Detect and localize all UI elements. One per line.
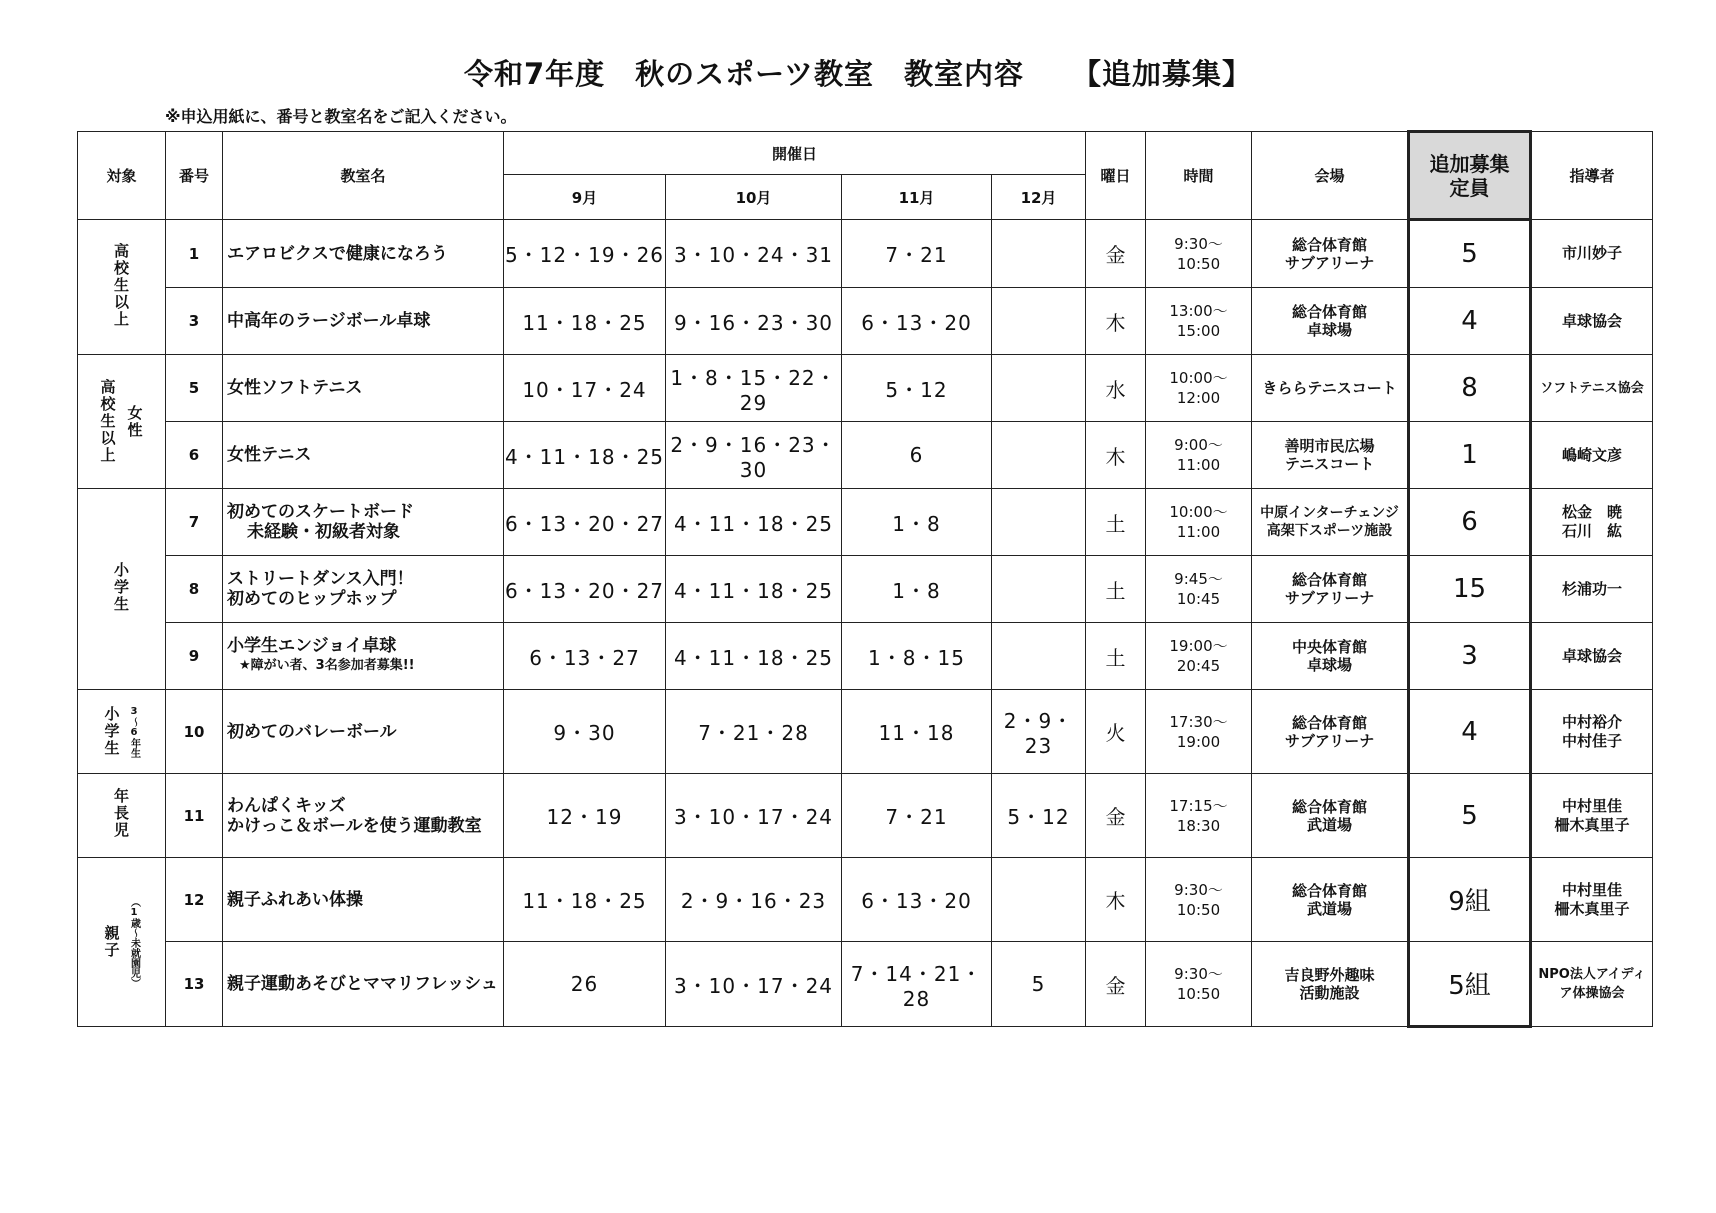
schedule-table [77, 130, 1653, 1028]
time [1146, 422, 1252, 489]
capacity: 9組 [1409, 858, 1531, 942]
capacity: 6 [1409, 489, 1531, 556]
header-row [78, 132, 1653, 175]
weekday: 金 [1086, 942, 1146, 1027]
class-name-line1: 親子運動あそびとママリフレッシュ [227, 974, 498, 994]
table-row [78, 690, 1653, 774]
header-weekday: 曜日 [1086, 132, 1146, 220]
venue-line1: きららテニスコート [1262, 379, 1397, 397]
instructor [1531, 623, 1653, 690]
class-name-line2: 初めてのヒップホップ [227, 589, 397, 609]
time-start: 9:30〜 [1174, 880, 1223, 899]
class-name-line2: ★障がい者、3名参加者募集!! [239, 658, 415, 673]
time-end: 10:45 [1176, 590, 1221, 608]
venue [1252, 858, 1409, 942]
venue [1252, 220, 1409, 288]
venue-line2: サブアリーナ [1284, 253, 1375, 272]
weekday: 水 [1086, 355, 1146, 422]
target-label: 親子 [102, 925, 121, 959]
time-start: 10:00〜 [1169, 503, 1228, 521]
date-dec [992, 422, 1086, 489]
date-sep: 6・13・20・27 [504, 489, 666, 556]
time [1146, 623, 1252, 690]
time [1146, 489, 1252, 556]
class-name-line2: かけっこ＆ボールを使う運動教室 [227, 815, 482, 836]
weekday: 土 [1086, 623, 1146, 690]
class-number: 12 [166, 858, 223, 942]
instructor [1531, 489, 1653, 556]
class-name [223, 489, 504, 556]
date-oct: 3・10・24・31 [666, 220, 842, 288]
time-start: 10:00〜 [1169, 369, 1228, 387]
class-name [223, 355, 504, 422]
weekday: 木 [1086, 858, 1146, 942]
table-row [78, 623, 1653, 690]
time-start: 19:00〜 [1169, 637, 1228, 655]
instructor-line1: 中村里佳 [1562, 880, 1623, 899]
date-nov: 7・14・21・28 [842, 942, 992, 1027]
venue [1252, 288, 1409, 355]
class-name [223, 623, 504, 690]
date-dec [992, 288, 1086, 355]
class-number: 6 [166, 422, 223, 489]
header-number: 番号 [166, 132, 223, 220]
time-end: 12:00 [1176, 389, 1221, 407]
date-sep: 9・30 [504, 690, 666, 774]
weekday: 木 [1086, 288, 1146, 355]
time-end: 20:45 [1176, 657, 1221, 675]
instructor [1531, 288, 1653, 355]
target-sublabel: 女性 [125, 404, 144, 439]
header-dec: 12月 [992, 175, 1086, 220]
instructor [1531, 690, 1653, 774]
target-group-3 [78, 489, 166, 690]
weekday: 金 [1086, 220, 1146, 288]
capacity: 5組 [1409, 942, 1531, 1027]
venue-line2: 活動施設 [1299, 984, 1360, 1002]
target-sublabel: 3〜6年生 [128, 705, 140, 758]
date-dec [992, 858, 1086, 942]
instructor-line1: 市川妙子 [1562, 244, 1623, 262]
target-group-2 [78, 355, 166, 489]
time-start: 17:15〜 [1169, 796, 1228, 815]
venue-line1: 中央体育館 [1292, 638, 1368, 656]
date-dec: 5 [992, 942, 1086, 1027]
title-main: 令和7年度 秋のスポーツ教室 教室内容 [463, 57, 1024, 91]
class-name [223, 288, 504, 355]
date-nov: 7・21 [842, 220, 992, 288]
class-name [223, 556, 504, 623]
date-nov: 7・21 [842, 774, 992, 858]
instructor-line1: 松金 暁 [1562, 503, 1623, 521]
table-row [78, 355, 1653, 422]
class-name-line1: 親子ふれあい体操 [227, 889, 363, 910]
header-venue: 会場 [1252, 132, 1409, 220]
venue-line1: 吉良野外趣味 [1284, 966, 1375, 984]
time-end: 10:50 [1176, 254, 1221, 273]
class-name-line1: 初めてのバレーボール [227, 721, 397, 742]
header-time: 時間 [1146, 132, 1252, 220]
table-row [78, 422, 1653, 489]
header-capacity-line2: 定員 [1449, 175, 1490, 200]
time-start: 9:00〜 [1174, 436, 1223, 454]
class-name-line1: エアロビクスで健康になろう [227, 243, 448, 264]
venue [1252, 690, 1409, 774]
venue-line1: 総合体育館 [1292, 571, 1368, 589]
time [1146, 774, 1252, 858]
date-oct: 4・11・18・25 [666, 489, 842, 556]
instructor-line1: NPO法人アイディ [1538, 967, 1646, 982]
instructor-line1: 杉浦功一 [1562, 579, 1623, 598]
instructor-line1: 中村里佳 [1562, 796, 1623, 815]
instructor [1531, 422, 1653, 489]
time-start: 9:30〜 [1174, 234, 1223, 253]
date-nov: 1・8 [842, 489, 992, 556]
venue [1252, 422, 1409, 489]
table-row [78, 489, 1653, 556]
table-row [78, 774, 1653, 858]
capacity: 5 [1409, 220, 1531, 288]
date-oct: 3・10・17・24 [666, 942, 842, 1027]
date-oct: 9・16・23・30 [666, 288, 842, 355]
venue [1252, 355, 1409, 422]
date-sep: 6・13・20・27 [504, 556, 666, 623]
date-nov: 5・12 [842, 355, 992, 422]
date-dec [992, 623, 1086, 690]
class-name [223, 942, 504, 1027]
date-sep: 11・18・25 [504, 858, 666, 942]
class-name [223, 220, 504, 288]
date-nov: 1・8・15 [842, 623, 992, 690]
class-number: 13 [166, 942, 223, 1027]
class-number: 7 [166, 489, 223, 556]
date-dec: 2・9・23 [992, 690, 1086, 774]
class-name [223, 422, 504, 489]
time-end: 11:00 [1176, 456, 1221, 474]
date-sep: 5・12・19・26 [504, 220, 666, 288]
date-oct: 4・11・18・25 [666, 623, 842, 690]
target-label: 年長児 [112, 788, 130, 839]
weekday: 火 [1086, 690, 1146, 774]
table-row [78, 858, 1653, 942]
date-dec [992, 489, 1086, 556]
date-oct: 3・10・17・24 [666, 774, 842, 858]
instructor-line1: 嶋崎文彦 [1562, 445, 1623, 464]
instruction-note: ※申込用紙に、番号と教室名をご記入ください。 [165, 107, 517, 126]
target-sublabel: （1歳〜未就園児） [128, 896, 140, 988]
class-name-line1: わんぱくキッズ [227, 795, 346, 816]
class-number: 3 [166, 288, 223, 355]
capacity: 1 [1409, 422, 1531, 489]
weekday: 土 [1086, 556, 1146, 623]
title-tag: 【追加募集】 [1072, 57, 1253, 91]
instructor [1531, 774, 1653, 858]
target-label: 高校生以上 [112, 242, 130, 328]
class-name [223, 774, 504, 858]
class-number: 11 [166, 774, 223, 858]
time-start: 17:30〜 [1169, 712, 1228, 731]
date-nov: 11・18 [842, 690, 992, 774]
header-nov: 11月 [842, 175, 992, 220]
date-oct: 7・21・28 [666, 690, 842, 774]
table-row [78, 942, 1653, 1027]
date-sep: 11・18・25 [504, 288, 666, 355]
class-name [223, 690, 504, 774]
venue-line2: 武道場 [1307, 899, 1353, 918]
venue-line1: 総合体育館 [1292, 235, 1368, 254]
class-name-line1: ストリートダンス入門！ [227, 569, 414, 589]
venue-line1: 善明市民広場 [1284, 437, 1375, 455]
venue-line2: 卓球場 [1307, 656, 1353, 674]
header-class-name: 教室名 [223, 132, 504, 220]
table-row [78, 220, 1653, 288]
header-capacity-line1: 追加募集 [1429, 151, 1510, 176]
instructor [1531, 220, 1653, 288]
date-oct: 2・9・16・23 [666, 858, 842, 942]
time-start: 9:45〜 [1174, 570, 1223, 588]
capacity: 3 [1409, 623, 1531, 690]
time-end: 15:00 [1176, 322, 1221, 340]
header-target: 対象 [78, 132, 166, 220]
venue-line2: テニスコート [1284, 455, 1375, 473]
time-end: 19:00 [1176, 732, 1221, 751]
capacity: 5 [1409, 774, 1531, 858]
date-oct: 1・8・15・22・29 [666, 355, 842, 422]
time-start: 9:30〜 [1174, 965, 1223, 983]
page-title [0, 52, 1716, 93]
time [1146, 288, 1252, 355]
header-instructor: 指導者 [1531, 132, 1653, 220]
date-oct: 4・11・18・25 [666, 556, 842, 623]
time [1146, 556, 1252, 623]
venue-line2: サブアリーナ [1284, 731, 1375, 750]
instructor-line1: ソフトテニス協会 [1540, 380, 1644, 396]
target-group-6 [78, 858, 166, 1027]
capacity: 4 [1409, 690, 1531, 774]
capacity: 15 [1409, 556, 1531, 623]
class-number: 9 [166, 623, 223, 690]
class-number: 8 [166, 556, 223, 623]
target-group-1 [78, 220, 166, 355]
target-group-4 [78, 690, 166, 774]
target-label: 高校生以上 [98, 379, 117, 464]
venue [1252, 556, 1409, 623]
instructor [1531, 858, 1653, 942]
venue-line1: 総合体育館 [1292, 797, 1368, 816]
venue-line2: 卓球場 [1307, 321, 1353, 339]
venue-line1: 中原インターチェンジ [1260, 505, 1399, 521]
class-number: 1 [166, 220, 223, 288]
class-name-line1: 中高年のラージボール卓球 [227, 311, 431, 331]
weekday: 金 [1086, 774, 1146, 858]
table-row [78, 556, 1653, 623]
venue [1252, 623, 1409, 690]
date-sep: 4・11・18・25 [504, 422, 666, 489]
date-dec: 5・12 [992, 774, 1086, 858]
header-capacity [1409, 132, 1531, 220]
class-name-line2: 未経験・初級者対象 [247, 522, 400, 542]
date-sep: 26 [504, 942, 666, 1027]
date-sep: 12・19 [504, 774, 666, 858]
instructor-line2: 柵木真里子 [1554, 815, 1630, 834]
time [1146, 690, 1252, 774]
instructor [1531, 556, 1653, 623]
header-dates: 開催日 [504, 132, 1086, 175]
date-dec [992, 556, 1086, 623]
class-name-line1: 女性テニス [227, 445, 312, 465]
instructor-line2: 石川 紘 [1562, 522, 1623, 540]
class-name-line1: 小学生エンジョイ卓球 [227, 636, 397, 656]
class-name-line1: 初めてのスケートボード [227, 502, 414, 522]
instructor [1531, 355, 1653, 422]
venue-line1: 総合体育館 [1292, 303, 1368, 321]
time-end: 10:50 [1176, 985, 1221, 1003]
instructor-line1: 中村裕介 [1562, 712, 1623, 731]
target-label: 小学生 [102, 706, 121, 757]
time-end: 18:30 [1176, 816, 1221, 835]
target-label: 小学生 [112, 561, 130, 613]
class-number: 5 [166, 355, 223, 422]
time [1146, 355, 1252, 422]
capacity: 4 [1409, 288, 1531, 355]
date-nov: 6 [842, 422, 992, 489]
venue [1252, 489, 1409, 556]
date-dec [992, 220, 1086, 288]
time [1146, 858, 1252, 942]
venue-line1: 総合体育館 [1292, 881, 1368, 900]
instructor-line2: ア体操協会 [1559, 986, 1625, 1001]
weekday: 土 [1086, 489, 1146, 556]
time-end: 10:50 [1176, 900, 1221, 919]
instructor-line2: 柵木真里子 [1554, 899, 1630, 918]
venue-line2: 高架下スポーツ施設 [1266, 523, 1393, 539]
class-name [223, 858, 504, 942]
capacity: 8 [1409, 355, 1531, 422]
date-oct: 2・9・16・23・30 [666, 422, 842, 489]
instructor-line2: 中村佳子 [1562, 731, 1623, 750]
header-oct: 10月 [666, 175, 842, 220]
venue-line2: 武道場 [1307, 815, 1353, 834]
instructor [1531, 942, 1653, 1027]
table-row [78, 288, 1653, 355]
class-number: 10 [166, 690, 223, 774]
date-nov: 6・13・20 [842, 858, 992, 942]
venue-line2: サブアリーナ [1284, 589, 1375, 607]
date-nov: 6・13・20 [842, 288, 992, 355]
weekday: 木 [1086, 422, 1146, 489]
instructor-line1: 卓球協会 [1562, 311, 1623, 330]
header-sep: 9月 [504, 175, 666, 220]
time-end: 11:00 [1176, 523, 1221, 541]
time-start: 13:00〜 [1169, 302, 1228, 320]
venue [1252, 774, 1409, 858]
venue [1252, 942, 1409, 1027]
instructor-line1: 卓球協会 [1562, 646, 1623, 665]
time [1146, 220, 1252, 288]
venue-line1: 総合体育館 [1292, 713, 1368, 732]
time [1146, 942, 1252, 1027]
class-name-line1: 女性ソフトテニス [227, 378, 363, 398]
target-group-5 [78, 774, 166, 858]
date-sep: 6・13・27 [504, 623, 666, 690]
date-nov: 1・8 [842, 556, 992, 623]
date-sep: 10・17・24 [504, 355, 666, 422]
date-dec [992, 355, 1086, 422]
